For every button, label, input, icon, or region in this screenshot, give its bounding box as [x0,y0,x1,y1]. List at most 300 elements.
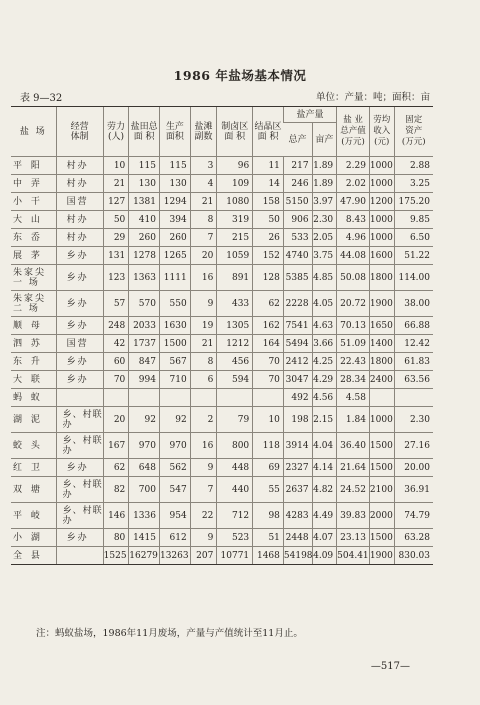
cell-value: 2 [190,407,217,433]
cell-value: 1111 [159,265,190,291]
cell-value: 62 [103,459,129,477]
cell-value: 3.66 [312,335,337,353]
cell-value: 248 [103,317,129,335]
cell-value: 2.30 [312,211,337,229]
cell-value: 21 [190,335,217,353]
cell-value: 970 [129,433,160,459]
cell-value: 130 [129,175,160,193]
cell-value: 36.91 [394,477,433,503]
cell-value: 492 [283,389,312,407]
cell-value: 1000 [369,229,394,247]
cell-value: 1800 [369,265,394,291]
cell-value: 1000 [369,157,394,175]
cell-value: 70 [103,371,129,389]
cell-value: 10 [253,407,284,433]
cell-name: 展 茅 [11,247,56,265]
cell-value: 1500 [369,529,394,547]
cell-value: 16279 [129,547,160,565]
cell-value: 57 [103,291,129,317]
cell-value: 830.03 [394,547,433,565]
cell-value: 11 [253,157,284,175]
salt-field-table [11,106,433,565]
cell-value: 504.41 [337,547,370,565]
cell-value: 4.56 [312,389,337,407]
page-number: —517— [370,661,410,672]
header-income: 劳均 收入 (元) [369,107,394,157]
cell-value: 700 [129,477,160,503]
cell-value: 63.56 [394,371,433,389]
cell-mgmt: 乡办 [56,353,103,371]
cell-value: 6 [190,371,217,389]
cell-value: 994 [129,371,160,389]
cell-mgmt: 乡、村联办 [56,503,103,529]
cell-value: 1500 [369,459,394,477]
cell-name: 朱家尖一 场 [11,265,56,291]
cell-value: 2.15 [312,407,337,433]
cell-value: 4.96 [337,229,370,247]
cell-value: 1.89 [312,157,337,175]
cell-value: 28.34 [337,371,370,389]
cell-value: 440 [217,477,253,503]
header-mgmt: 经营 体制 [56,107,103,157]
cell-name: 顺 母 [11,317,56,335]
header-cryst-area: 结晶区 面 积 [253,107,284,157]
table-row [11,211,433,229]
cell-value: 594 [217,371,253,389]
cell-value: 162 [253,317,284,335]
cell-name: 大 山 [11,211,56,229]
cell-value: 12.42 [394,335,433,353]
cell-value: 550 [159,291,190,317]
cell-value: 2100 [369,477,394,503]
cell-value: 158 [253,193,284,211]
cell-value: 2400 [369,371,394,389]
cell-value: 970 [159,433,190,459]
table-row [11,353,433,371]
cell-value: 3.25 [394,175,433,193]
cell-value: 36.40 [337,433,370,459]
cell-value: 22.43 [337,353,370,371]
cell-value: 2033 [129,317,160,335]
cell-value: 127 [103,193,129,211]
cell-value: 2412 [283,353,312,371]
cell-value [253,389,284,407]
cell-value: 906 [283,211,312,229]
table-row [11,503,433,529]
cell-value: 13263 [159,547,190,565]
header-fixed-assets: 固定 资产 (万元) [394,107,433,157]
cell-value: 246 [283,175,312,193]
cell-value: 5385 [283,265,312,291]
table-row [11,547,433,565]
cell-value: 115 [129,157,160,175]
cell-value: 92 [159,407,190,433]
cell-value: 60 [103,353,129,371]
cell-mgmt [56,389,103,407]
cell-mgmt: 村办 [56,229,103,247]
cell-value: 2000 [369,503,394,529]
table-row [11,459,433,477]
cell-name: 大 联 [11,371,56,389]
cell-value: 847 [129,353,160,371]
cell-name: 泗 苏 [11,335,56,353]
cell-name: 蚂 蚁 [11,389,56,407]
cell-mgmt: 国营 [56,335,103,353]
cell-value: 4.14 [312,459,337,477]
cell-value: 9 [190,459,217,477]
cell-value: 50 [103,211,129,229]
cell-value: 23.13 [337,529,370,547]
cell-value: 9 [190,529,217,547]
cell-value: 1415 [129,529,160,547]
cell-value: 891 [217,265,253,291]
cell-mgmt: 乡办 [56,265,103,291]
cell-value: 1800 [369,353,394,371]
cell-value: 8 [190,211,217,229]
cell-value: 2.02 [337,175,370,193]
cell-value: 1381 [129,193,160,211]
cell-value: 433 [217,291,253,317]
cell-value: 570 [129,291,160,317]
cell-value: 7 [190,229,217,247]
cell-value: 3047 [283,371,312,389]
cell-value: 20 [103,407,129,433]
cell-value [190,389,217,407]
header-labor: 劳力 (人) [103,107,129,157]
cell-value: 152 [253,247,284,265]
cell-value: 1294 [159,193,190,211]
cell-value: 38.00 [394,291,433,317]
cell-value: 800 [217,433,253,459]
cell-value: 1900 [369,291,394,317]
cell-value: 1265 [159,247,190,265]
cell-value: 20 [190,247,217,265]
cell-value: 1.84 [337,407,370,433]
cell-value: 1630 [159,317,190,335]
cell-value: 8 [190,353,217,371]
cell-value: 20.72 [337,291,370,317]
cell-value: 7541 [283,317,312,335]
cell-value: 70 [253,353,284,371]
cell-value: 131 [103,247,129,265]
cell-value: 7 [190,477,217,503]
cell-value: 29 [103,229,129,247]
cell-value: 448 [217,459,253,477]
cell-value: 19 [190,317,217,335]
cell-mgmt: 乡、村联办 [56,407,103,433]
cell-value: 123 [103,265,129,291]
cell-value: 4.85 [312,265,337,291]
cell-value: 4283 [283,503,312,529]
cell-value: 114.00 [394,265,433,291]
cell-value: 115 [159,157,190,175]
cell-mgmt: 村办 [56,157,103,175]
cell-value: 21 [103,175,129,193]
cell-value: 61.83 [394,353,433,371]
cell-value: 4.63 [312,317,337,335]
cell-value: 1278 [129,247,160,265]
cell-mgmt: 村办 [56,175,103,193]
cell-value: 207 [190,547,217,565]
cell-value: 4 [190,175,217,193]
cell-value: 1500 [369,433,394,459]
table-row [11,529,433,547]
header-prod-area: 生产 面积 [159,107,190,157]
table-row [11,335,433,353]
cell-value: 51.22 [394,247,433,265]
cell-value: 70.13 [337,317,370,335]
cell-value: 2.29 [337,157,370,175]
cell-name: 东 升 [11,353,56,371]
cell-value: 4740 [283,247,312,265]
header-output-group: 盐产量 [283,107,336,123]
footnote: 注：蚂蚁盐场，1986年11月废场，产量与产值统计至11月止。 [36,628,303,639]
table-row [11,389,433,407]
cell-value: 215 [217,229,253,247]
cell-value: 1305 [217,317,253,335]
cell-value: 6.50 [394,229,433,247]
cell-value: 51.09 [337,335,370,353]
cell-value: 1.89 [312,175,337,193]
cell-value: 21 [190,193,217,211]
cell-name: 朱家尖二 场 [11,291,56,317]
cell-name: 小 湖 [11,529,56,547]
cell-value: 128 [253,265,284,291]
cell-value: 2637 [283,477,312,503]
cell-value: 2228 [283,291,312,317]
page-title: 1986 年盐场基本情况 [173,68,307,83]
cell-value: 16 [190,265,217,291]
cell-mgmt: 乡办 [56,459,103,477]
cell-value: 164 [253,335,284,353]
cell-value: 109 [217,175,253,193]
cell-value [369,389,394,407]
cell-value: 96 [217,157,253,175]
cell-value: 79 [217,407,253,433]
cell-value [129,389,160,407]
cell-name: 全 县 [11,547,56,565]
cell-value: 410 [129,211,160,229]
cell-value: 98 [253,503,284,529]
cell-value: 82 [103,477,129,503]
header-beach-count: 盐滩 副数 [190,107,217,157]
cell-value: 26 [253,229,284,247]
cell-value: 9.85 [394,211,433,229]
cell-value: 63.28 [394,529,433,547]
cell-value [159,389,190,407]
cell-value: 118 [253,433,284,459]
cell-value: 1336 [129,503,160,529]
cell-value: 198 [283,407,312,433]
cell-name: 东 岙 [11,229,56,247]
table-row [11,407,433,433]
unit-caption: 单位：产量：吨；面积：亩 [315,92,430,103]
table-row [11,265,433,291]
cell-value: 10771 [217,547,253,565]
cell-value: 22 [190,503,217,529]
cell-value: 2.30 [394,407,433,433]
table-row [11,291,433,317]
cell-name: 小 干 [11,193,56,211]
cell-mgmt: 乡办 [56,291,103,317]
cell-value: 954 [159,503,190,529]
cell-value: 1737 [129,335,160,353]
cell-value: 1080 [217,193,253,211]
cell-value: 1900 [369,547,394,565]
cell-value: 523 [217,529,253,547]
cell-value: 74.79 [394,503,433,529]
cell-value: 21.64 [337,459,370,477]
cell-value: 533 [283,229,312,247]
table-row [11,157,433,175]
cell-mgmt: 乡、村联办 [56,477,103,503]
cell-value: 1468 [253,547,284,565]
cell-value: 47.90 [337,193,370,211]
table-row [11,477,433,503]
table-row [11,371,433,389]
table-row [11,247,433,265]
cell-value: 2.88 [394,157,433,175]
cell-value: 5494 [283,335,312,353]
cell-value: 80 [103,529,129,547]
cell-value: 547 [159,477,190,503]
cell-value: 4.29 [312,371,337,389]
table-body [11,157,433,565]
cell-value: 1000 [369,175,394,193]
cell-value: 5150 [283,193,312,211]
cell-name: 平 岐 [11,503,56,529]
cell-value: 1525 [103,547,129,565]
cell-mgmt: 乡办 [56,317,103,335]
cell-value: 260 [129,229,160,247]
table-row [11,175,433,193]
cell-value: 4.49 [312,503,337,529]
cell-name: 红 卫 [11,459,56,477]
cell-value: 1000 [369,407,394,433]
cell-value: 4.04 [312,433,337,459]
cell-value: 20.00 [394,459,433,477]
cell-value: 4.25 [312,353,337,371]
cell-value: 10 [103,157,129,175]
cell-value: 24.52 [337,477,370,503]
cell-value: 710 [159,371,190,389]
cell-value: 1200 [369,193,394,211]
header-output-per-mu: 亩产 [312,123,337,157]
cell-value: 4.82 [312,477,337,503]
cell-value: 44.08 [337,247,370,265]
cell-value: 3914 [283,433,312,459]
cell-value: 1500 [159,335,190,353]
cell-name: 平 阳 [11,157,56,175]
table-row [11,317,433,335]
cell-value: 2.05 [312,229,337,247]
cell-value: 562 [159,459,190,477]
cell-mgmt: 村办 [56,211,103,229]
table-label: 表 9—32 [20,93,63,104]
cell-value: 4.07 [312,529,337,547]
cell-value: 70 [253,371,284,389]
cell-value: 1363 [129,265,160,291]
table-row [11,433,433,459]
cell-value: 27.16 [394,433,433,459]
header-salt-area: 盐田总 面 积 [129,107,160,157]
cell-value: 167 [103,433,129,459]
cell-mgmt: 乡、村联办 [56,433,103,459]
cell-value: 2327 [283,459,312,477]
table-row [11,193,433,211]
cell-mgmt: 国营 [56,193,103,211]
cell-value: 50 [253,211,284,229]
cell-value: 2448 [283,529,312,547]
cell-mgmt: 乡办 [56,529,103,547]
cell-value: 612 [159,529,190,547]
cell-value [394,389,433,407]
cell-value: 8.43 [337,211,370,229]
cell-value: 39.83 [337,503,370,529]
cell-value: 1400 [369,335,394,353]
cell-value: 66.88 [394,317,433,335]
cell-value [217,389,253,407]
cell-value: 1212 [217,335,253,353]
cell-mgmt [56,547,103,565]
cell-value: 146 [103,503,129,529]
cell-value: 175.20 [394,193,433,211]
cell-value: 9 [190,291,217,317]
cell-value: 1000 [369,211,394,229]
cell-name: 中 弄 [11,175,56,193]
cell-value: 4.58 [337,389,370,407]
table-header [11,107,433,157]
cell-value: 567 [159,353,190,371]
cell-value: 16 [190,433,217,459]
cell-value: 217 [283,157,312,175]
cell-value: 50.08 [337,265,370,291]
cell-value: 55 [253,477,284,503]
cell-value: 4.09 [312,547,337,565]
cell-value: 54198 [283,547,312,565]
cell-value: 51 [253,529,284,547]
cell-value: 394 [159,211,190,229]
cell-name: 蛟 头 [11,433,56,459]
cell-mgmt: 乡办 [56,247,103,265]
cell-mgmt: 乡办 [56,371,103,389]
cell-value: 456 [217,353,253,371]
cell-name: 湖 泥 [11,407,56,433]
cell-value: 712 [217,503,253,529]
header-brine-area: 制卤区 面 积 [217,107,253,157]
cell-value: 319 [217,211,253,229]
header-output-total: 总产 [283,123,312,157]
cell-value: 1650 [369,317,394,335]
cell-value: 92 [129,407,160,433]
cell-value: 3.97 [312,193,337,211]
cell-name: 双 塘 [11,477,56,503]
cell-value: 69 [253,459,284,477]
cell-value: 648 [129,459,160,477]
cell-value: 1600 [369,247,394,265]
header-name: 盐 场 [11,107,56,157]
cell-value: 3 [190,157,217,175]
cell-value [103,389,129,407]
cell-value: 42 [103,335,129,353]
header-output-value: 盐 业 总产值 (万元) [337,107,370,157]
cell-value: 4.05 [312,291,337,317]
cell-value: 130 [159,175,190,193]
cell-value: 260 [159,229,190,247]
cell-value: 3.75 [312,247,337,265]
table-row [11,229,433,247]
cell-value: 1059 [217,247,253,265]
